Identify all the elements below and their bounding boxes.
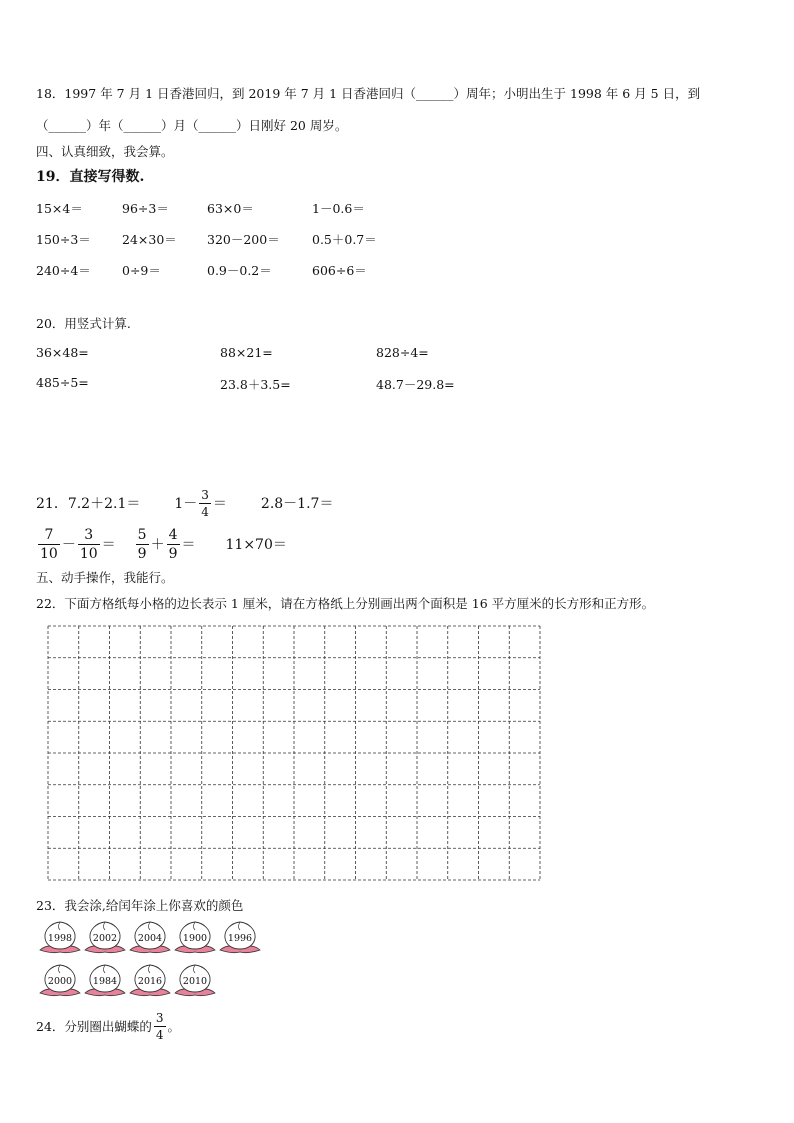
equals: ＝ xyxy=(181,537,196,553)
operator: ＋ xyxy=(150,537,165,553)
fraction-denominator: 4 xyxy=(201,504,209,519)
fraction xyxy=(167,528,180,561)
q21-expr-6: 11×70＝ xyxy=(225,537,287,553)
q20-item: 36×48= xyxy=(36,345,89,360)
q21-expr-2-eq: ＝ xyxy=(212,496,227,512)
peach-year-label: 2004 xyxy=(137,933,163,944)
peach-year-item[interactable] xyxy=(128,919,172,955)
q19-item: 0.9－0.2＝ xyxy=(207,263,272,278)
operator: － xyxy=(61,537,76,553)
q20-item: 485÷5= xyxy=(36,375,89,390)
q22-text: 22．下面方格纸每小格的边长表示 1 厘米，请在方格纸上分别画出两个面积是 16 平方厘米的长方形和正方形。 xyxy=(36,596,655,611)
peach-year-item[interactable] xyxy=(83,919,127,955)
q23-text: 23．我会涂,给闰年涂上你喜欢的颜色 xyxy=(36,898,244,913)
q18-line2: （______）年（______）月（______）日刚好 20 周岁。 xyxy=(36,118,348,133)
q24-line xyxy=(36,1006,180,1046)
q20-item: 48.7－29.8= xyxy=(376,377,455,392)
section-4-title: 四、认真细致，我会算。 xyxy=(36,144,174,159)
peach-year-item[interactable] xyxy=(218,919,262,955)
fraction-denominator: 9 xyxy=(137,545,147,562)
fraction-numerator: 7 xyxy=(38,528,60,545)
peach-year-label: 1998 xyxy=(47,933,73,944)
peach-year-item[interactable] xyxy=(38,962,82,998)
fraction-numerator: 5 xyxy=(137,526,147,543)
q19-item: 63×0＝ xyxy=(207,201,254,216)
q19-title: 19．直接写得数. xyxy=(36,169,145,185)
q21-number: 21． xyxy=(36,496,68,512)
fraction-numerator: 4 xyxy=(168,526,178,543)
peach-year-item[interactable] xyxy=(173,962,217,998)
peach-year-item[interactable] xyxy=(83,962,127,998)
fraction xyxy=(136,528,149,561)
q19-item: 96÷3＝ xyxy=(122,201,169,216)
peach-year-label: 2016 xyxy=(137,976,163,987)
q19-item: 0.5＋0.7＝ xyxy=(312,232,377,247)
fraction-numerator: 3 xyxy=(78,528,100,545)
peach-year-item[interactable] xyxy=(128,962,172,998)
square-grid-paper[interactable] xyxy=(46,624,542,882)
fraction-denominator: 4 xyxy=(155,1027,164,1042)
section-5-title: 五、动手操作，我能行。 xyxy=(36,570,174,585)
q19-item: 320－200＝ xyxy=(207,232,280,247)
peach-year-label: 1984 xyxy=(92,976,118,987)
q21-expr-1: 7.2＋2.1＝ xyxy=(67,496,141,512)
q24-text-end: 。 xyxy=(167,1019,181,1034)
q19-item: 0÷9＝ xyxy=(122,263,161,278)
q21-expr-3: 2.8－1.7＝ xyxy=(260,496,334,512)
q19-item: 150÷3＝ xyxy=(36,232,91,247)
fraction xyxy=(78,528,100,561)
fraction xyxy=(154,1012,166,1041)
peach-year-label: 1996 xyxy=(227,933,253,944)
q20-item: 88×21= xyxy=(220,345,273,360)
peach-year-label: 2002 xyxy=(92,933,118,944)
q20-item: 23.8＋3.5= xyxy=(220,377,291,392)
q20-title: 20．用竖式计算. xyxy=(36,316,131,331)
peach-year-item[interactable] xyxy=(38,919,82,955)
q19-item: 606÷6＝ xyxy=(312,263,367,278)
q19-item: 240÷4＝ xyxy=(36,263,91,278)
peach-year-item[interactable] xyxy=(173,919,217,955)
peach-year-label: 2000 xyxy=(47,976,73,987)
peach-year-label: 1900 xyxy=(182,933,208,944)
q21-expr-2-whole: 1－ xyxy=(174,496,198,512)
fraction-denominator: 9 xyxy=(168,545,178,562)
q21-line2 xyxy=(36,524,287,564)
equals: ＝ xyxy=(101,537,116,553)
peach-year-label: 2010 xyxy=(182,976,208,987)
q20-item: 828÷4= xyxy=(376,345,429,360)
fraction-denominator: 10 xyxy=(79,545,98,562)
fraction-numerator: 3 xyxy=(201,487,209,502)
fraction xyxy=(199,489,211,518)
fraction xyxy=(38,528,60,561)
fraction-numerator: 3 xyxy=(155,1010,164,1025)
q21-line1 xyxy=(36,484,333,522)
q19-item: 1－0.6＝ xyxy=(312,201,365,216)
q18-line1: 18．1997 年 7 月 1 日香港回归，到 2019 年 7 月 1 日香港回归（______）周年；小明出生于 1998 年 6 月 5 日，到 xyxy=(36,86,701,101)
q24-text: 24．分别圈出蝴蝶的 xyxy=(36,1019,152,1034)
fraction-denominator: 10 xyxy=(40,545,58,562)
q19-item: 24×30＝ xyxy=(122,232,177,247)
q19-item: 15×4＝ xyxy=(36,201,83,216)
